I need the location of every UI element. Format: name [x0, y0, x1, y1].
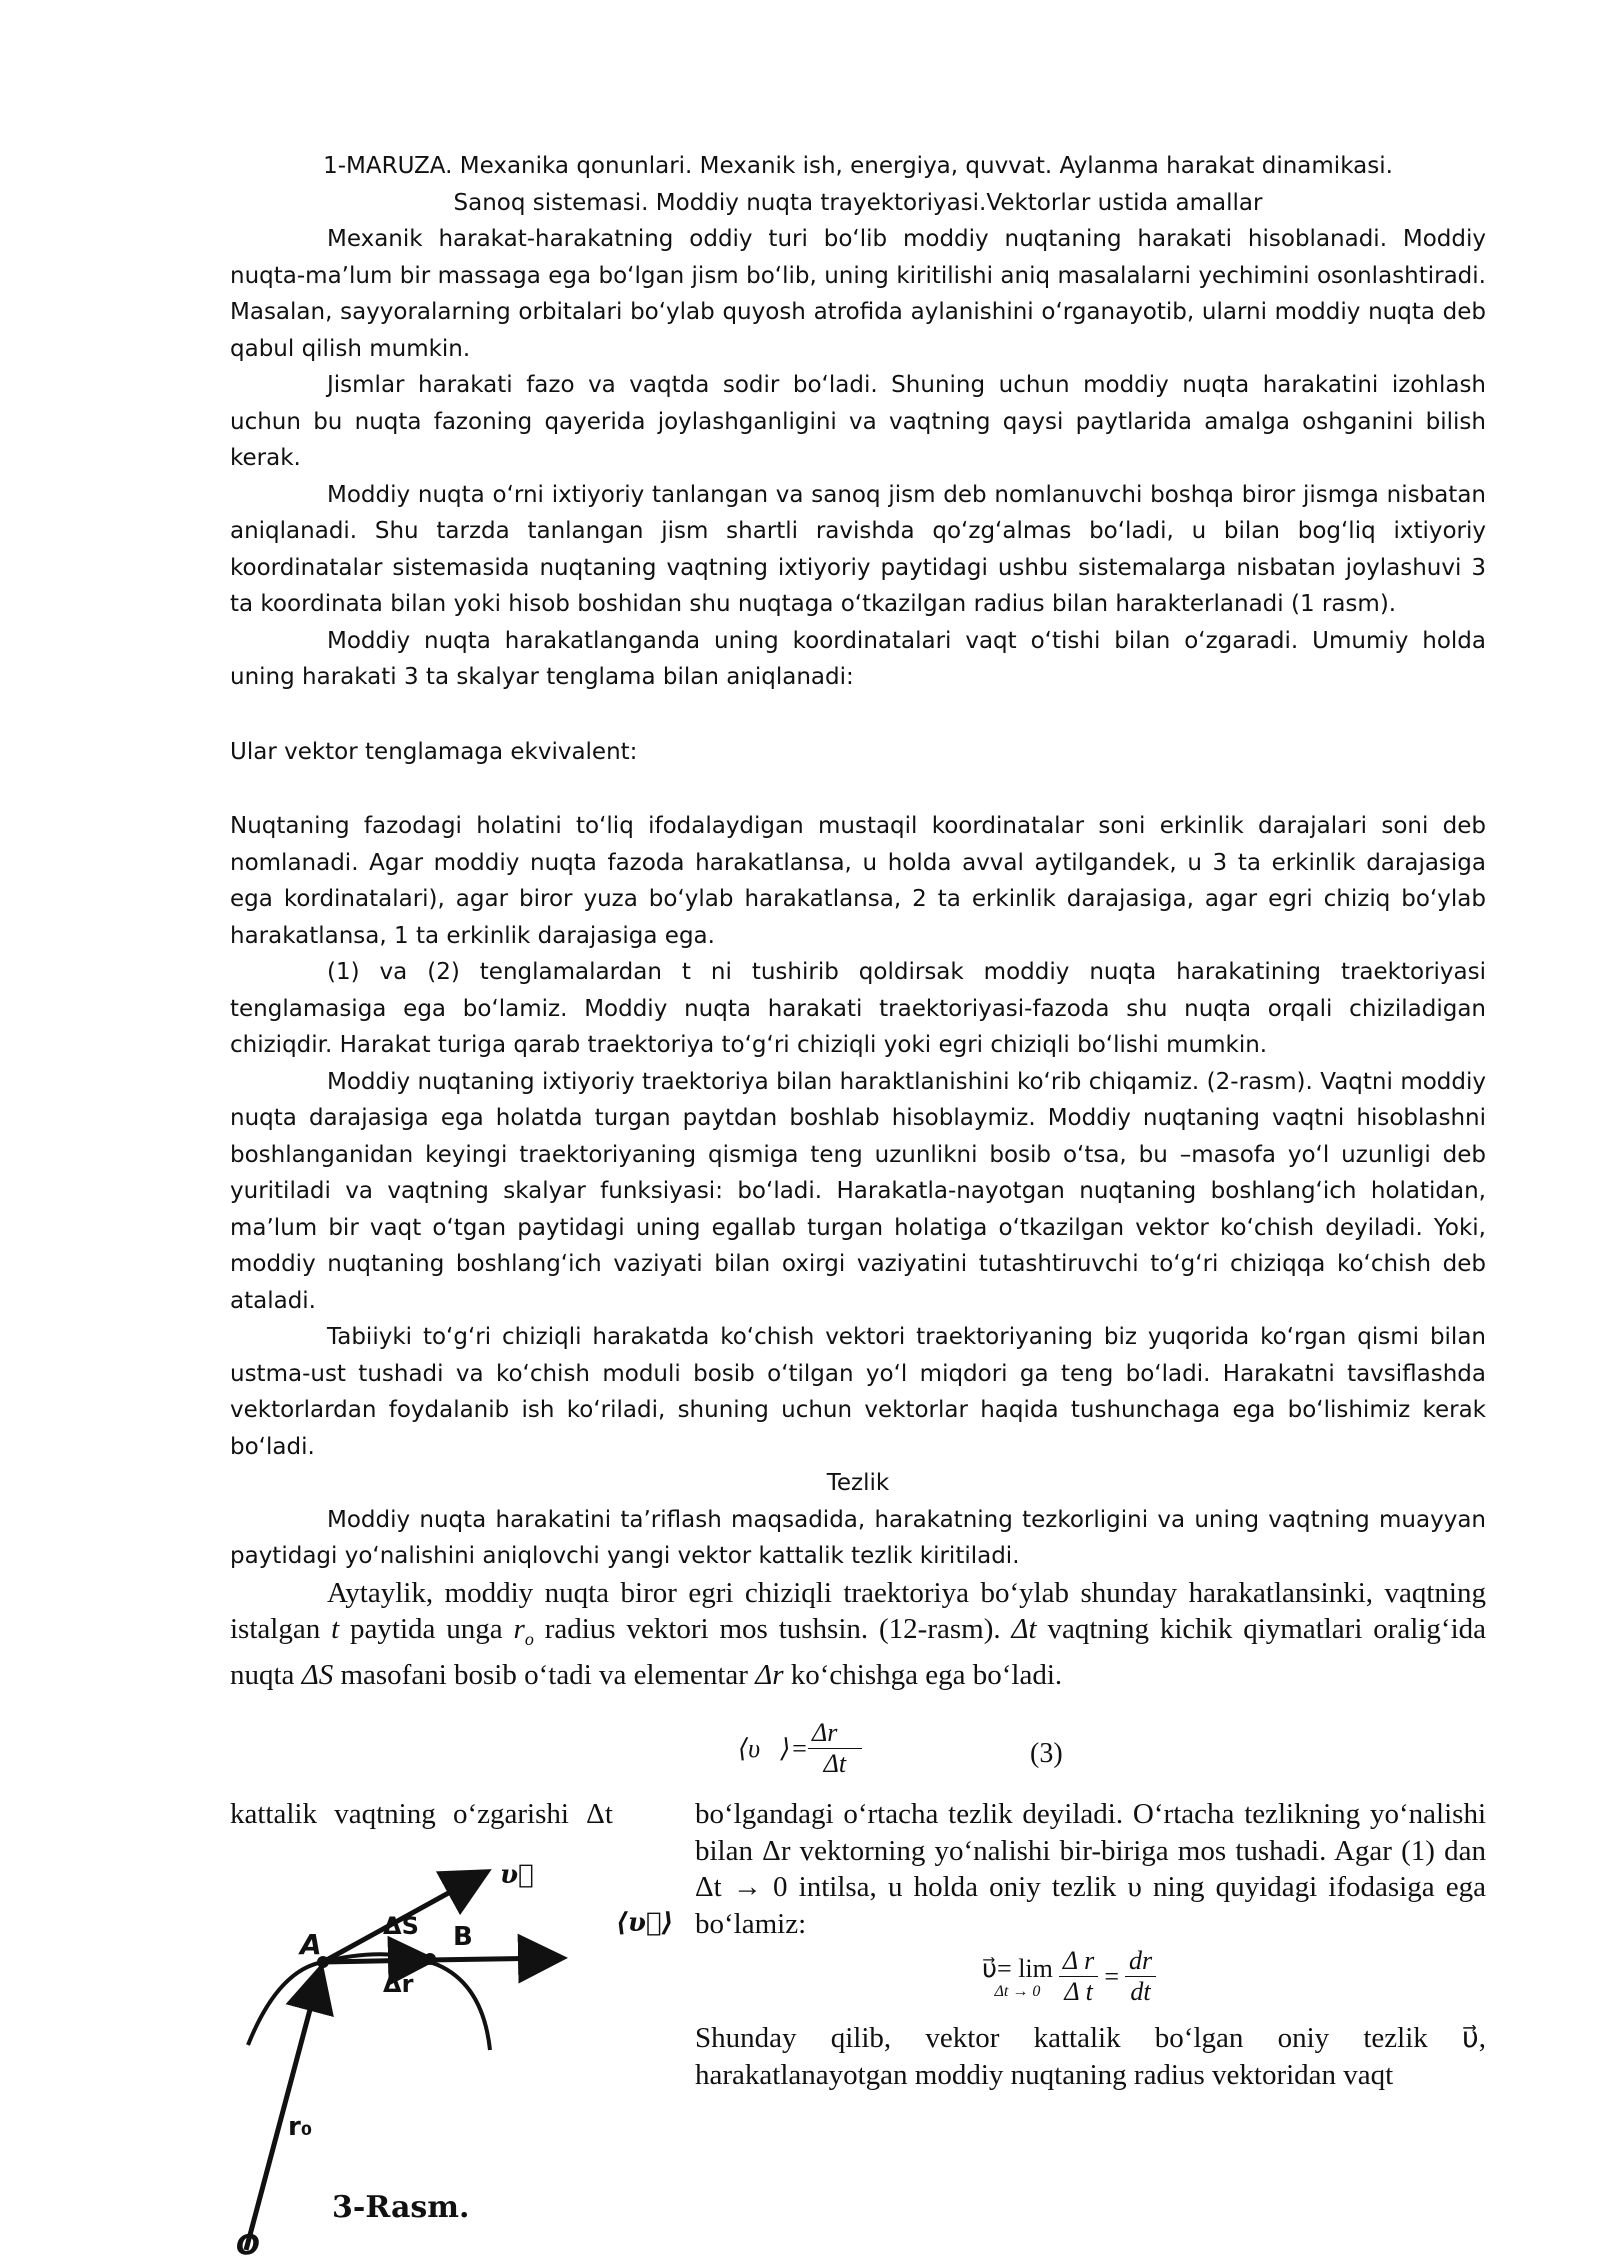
figure-caption: 3-Rasm. [332, 2190, 470, 2225]
figure-label-A: A [300, 1928, 322, 1961]
equation-4-numerator-1: Δ r [1059, 1946, 1098, 1977]
text-line-left: kattalik vaqtning oʻzgarishi Δt [230, 1798, 613, 1830]
figure-label-O: O [236, 2228, 260, 2261]
equation-4-denominator-2: dt [1130, 1977, 1151, 2006]
page-title-line-2: Sanoq sistemasi. Moddiy nuqta trayektoriyasi.Vektorlar ustida amallar [453, 189, 1263, 216]
page-title-line-1: 1-MARUZA. Mexanika qonunlari. Mexanik ish, energiya, quvvat. Aylanma harakat dinamikasi. [323, 153, 1393, 179]
equation-3 [738, 1718, 862, 1779]
right-column-text-2: Shunday qilib, vektor kattalik boʻlgan oniy tezlik υ⃗, harakatlanayotgan moddiy nuqtaning radius vektoridan vaqt [695, 2022, 1486, 2091]
equation-4-equals: = [1104, 1961, 1119, 1991]
paragraph-10: Moddiy nuqta harakatini taʼriflash maqsadida, harakatning tezkorligini va uning vaqtning muayyan paytidagi yoʻnalishini aniqlovchi yangi vektor kattalik tezlik kiritiladi. [230, 1506, 1486, 1569]
displacement-vector [323, 1960, 428, 1962]
equation-4 [982, 1946, 1156, 2007]
equation-3-lhs: ⟨υ⃗⟩= [738, 1733, 808, 1763]
section-heading-tezlik: Tezlik [826, 1470, 890, 1496]
equation-3-fraction [808, 1718, 862, 1779]
equation-3-denominator: Δt [823, 1749, 847, 1778]
equation-placeholder-2 [230, 770, 1486, 808]
paragraph-5: Ular vektor tenglamaga ekvivalent: [230, 738, 638, 765]
trajectory-curve [248, 1954, 490, 2050]
right-column-text-1: boʻlgandagi oʻrtacha tezlik deyiladi. Oʻrtacha tezlikning yoʻnalishi bilan Δr vektorning yoʻnalishi bir-biriga mos tushadi. Agar (1) dan Δt → 0 intilsa, u holda oniy tezlik υ ning quyidagi ifodasiga ega boʻlamiz: [695, 1798, 1486, 1940]
figure-label-dS: ΔS [383, 1912, 419, 1940]
equation-4-lhs: υ⃗= lim [982, 1953, 1053, 1983]
radius-vector-r0 [246, 1972, 320, 2250]
equation-4-fraction-1 [1059, 1946, 1098, 2007]
equation-4-fraction-2 [1125, 1946, 1156, 2007]
figure-label-v: υ⃗ [500, 1860, 534, 1890]
document-body [230, 148, 1486, 1694]
equation-4-limit-sub: Δt → 0 [994, 1982, 1041, 2000]
paragraph-7: (1) va (2) tenglamalardan t ni tushirib qoldirsak moddiy nuqta harakatining traektoriyasi tenglamasiga ega boʻlamiz. Moddiy nuqta harakati traektoriyasi-fazoda shu nuqta orqali chiziladigan chiziqdir. Harakat turiga qarab traektoriya toʻgʻri chiziqli yoki egri chiziqli boʻlishi mumkin. [230, 959, 1486, 1058]
paragraph-8: Moddiy nuqtaning ixtiyoriy traektoriya bilan haraktlanishini koʻrib chiqamiz. (2-rasm). Vaqtni moddiy nuqta darajasiga ega holatda turgan paytdan boshlab hisoblaymiz. Moddiy nuqtaning vaqtni hisoblashni boshlanganidan keyingi traektoriyaning qismiga teng uzunlikni bosib oʻtsa, bu –masofa yoʻl uzunligi deb yuritiladi va vaqtning skalyar funksiyasi: boʻladi. Harakatla-nayotgan nuqtaning boshlangʻich holatidan, maʼlum bir vaqt oʻtgan paytidagi uning egallab turgan holatiga oʻtkazilgan vektor koʻchish deyiladi. Yoki, moddiy nuqtaning boshlangʻich vaziyati bilan oxirgi vaziyatini tutashtiruvchi toʻgʻri chiziqqa koʻchish deb ataladi. [230, 1068, 1486, 1314]
paragraph-1: Mexanik harakat-harakatning oddiy turi boʻlib moddiy nuqtaning harakati hisoblanadi. Moddiy nuqta-maʼlum bir massaga ega boʻlgan jism boʻlib, uning kiritilishi aniq masalalarni yechimini osonlashtiradi. Masalan, sayyoralarning orbitalari boʻylab quyosh atrofida aylanishini oʻrganayotib, ularni moddiy nuqta deb qabul qilish mumkin. [230, 226, 1486, 362]
equation-3-numerator: Δr⃗ [808, 1718, 862, 1749]
paragraph-9: Tabiiyki toʻgʻri chiziqli harakatda koʻchish vektori traektoriyaning biz yuqorida koʻrgan qismi bilan ustma-ust tushadi va koʻchish moduli bosib oʻtilgan yoʻl miqdori ga teng boʻladi. Harakatni tavsiflashda vektorlardan foydalanib ish koʻriladi, shuning uchun vektorlar haqida tushunchaga ega boʻlishimiz kerak boʻladi. [230, 1324, 1486, 1460]
paragraph-11: Aytaylik, moddiy nuqta biror egri chiziqli traektoriya boʻylab shunday harakatlansinki, vaqtning istalgan t paytida unga $r_o$ radius vektori mos tushsin. (12-rasm). Δt vaqtning kichik qiymatlari oraligʻida nuqta ΔS masofani bosib oʻtadi va elementar Δr koʻchishga ega boʻladi. [230, 1576, 1487, 1692]
figure-label-dr: Δr [383, 1970, 414, 1998]
equation-3-label: (3) [1030, 1738, 1063, 1769]
equation-4-denominator-1: Δ t [1064, 1977, 1093, 2006]
figure-label-vavg: ⟨υ⃗⟩ [616, 1908, 674, 1938]
point-B [424, 1953, 436, 1965]
figure-label-B: B [453, 1922, 473, 1952]
paragraph-3: Moddiy nuqta oʻrni ixtiyoriy tanlangan va sanoq jism deb nomlanuvchi boshqa biror jismga nisbatan aniqlanadi. Shu tarzda tanlangan jism shartli ravishda qoʻzgʻalmas boʻladi, u bilan bogʻliq ixtiyoriy koordinatalar sistemasida nuqtaning vaqtning ixtiyoriy paytidagi ushbu sistemalarga nisbatan joylashuvi 3 ta koordinata bilan yoki hisob boshidan shu nuqtaga oʻtkazilgan radius bilan harakterlanadi (1 rasm). [230, 481, 1486, 617]
equation-4-lim [982, 1954, 1053, 2000]
figure-label-r0: r₀ [288, 2112, 313, 2142]
paragraph-6: Nuqtaning fazodagi holatini toʻliq ifodalaydigan mustaqil koordinatalar soni erkinlik darajalari soni deb nomlanadi. Agar moddiy nuqta fazoda harakatlansa, u holda avval aytilgandek, u 3 ta erkinlik darajasiga ega kordinatalari), agar biror yuza boʻylab harakatlansa, 2 ta erkinlik darajasiga, agar egri chiziq boʻylab harakatlansa, 1 ta erkinlik darajasiga ega. [230, 813, 1486, 949]
equation-placeholder-1 [230, 696, 1486, 734]
equation-4-numerator-2: dr [1125, 1946, 1156, 1977]
paragraph-4: Moddiy nuqta harakatlanganda uning koordinatalari vaqt oʻtishi bilan oʻzgaradi. Umumiy holda uning harakati 3 ta skalyar tenglama bilan aniqlanadi: [230, 627, 1486, 690]
average-velocity-vector [428, 1958, 558, 1960]
paragraph-2: Jismlar harakati fazo va vaqtda sodir boʻladi. Shuning uchun moddiy nuqta harakatini izohlash uchun bu nuqta fazoning qayerida joylashganligini va vaqtning qaysi paytlarida amalga oshganini bilish kerak. [230, 372, 1486, 471]
figure-3 [228, 1850, 674, 2262]
